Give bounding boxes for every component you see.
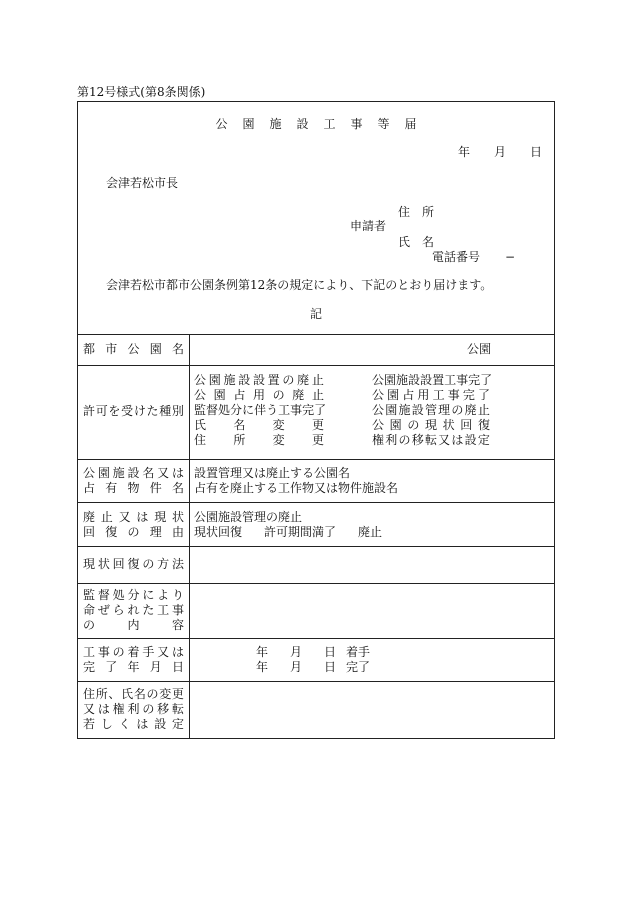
start-line (256, 645, 370, 660)
facility-name-values (194, 466, 398, 496)
option: 許可期間満了 (264, 525, 337, 539)
divider (78, 459, 554, 460)
start-word: 着手 (346, 645, 371, 659)
form-frame (77, 101, 555, 739)
divider (78, 502, 554, 503)
addressee: 会津若松市長 (106, 176, 179, 190)
supervision-label (83, 588, 184, 633)
change-label (83, 687, 184, 732)
divider (78, 638, 554, 639)
start-end-label (83, 645, 184, 675)
form-number-label: 第12号様式(第8条関係) (77, 85, 206, 99)
date-month: 月 (493, 145, 506, 159)
park-name-label (83, 342, 184, 357)
permit-right-column (372, 373, 493, 448)
option: 公 園 占 用 の 廃 止 (194, 388, 324, 402)
option: 公 園 施 設 設 置 工 事 完 了 (372, 373, 493, 387)
body-text: 会津若松市都市公園条例第12条の規定により、下記のとおり届けます。 (106, 278, 493, 292)
label-line: 許 可 を 受 け た 種 別 (83, 404, 184, 418)
option: 廃止 (358, 525, 383, 539)
restore-method-label (83, 557, 184, 572)
start-end-values (256, 645, 370, 675)
reason-label (83, 510, 184, 540)
reason-values (194, 510, 382, 540)
divider (78, 681, 554, 682)
ki-mark: 記 (310, 307, 323, 321)
label-line: の 内 容 (83, 618, 184, 632)
label-line: 回 復 の 理 由 (83, 525, 184, 539)
phone-label: 電話番号 (432, 250, 481, 264)
end-word: 完了 (346, 660, 371, 674)
date-day: 日 (324, 645, 337, 659)
date-year: 年 (256, 660, 269, 674)
date-month: 月 (290, 645, 303, 659)
date-day: 日 (324, 660, 337, 674)
label-line: 住 所 、 氏 名 の 変 更 (83, 687, 184, 701)
form-title: 公園施設工事等届 (215, 117, 432, 131)
facility-name-label (83, 466, 184, 496)
label-line: 廃 止 又 は 現 状 (83, 510, 184, 524)
option: 公 園 施 設 設 置 の 廃 止 (194, 373, 324, 387)
option: 公 園 施 設 管 理 の 廃 止 (372, 403, 490, 417)
value-line: 占有を廃止する工作物又は物件施設名 (194, 481, 399, 495)
divider (78, 546, 554, 547)
label-line: 占 有 物 件 名 (83, 481, 184, 495)
permit-type-options (194, 373, 493, 448)
label-line: 現 状 回 復 の 方 法 (83, 557, 184, 571)
option: 権 利 の 移 転 又 は 設 定 (372, 433, 490, 447)
option: 現状回復 (194, 525, 243, 539)
applicant-label: 申請者 (350, 219, 387, 233)
label-line: 監 督 処 分 に よ り (83, 588, 184, 602)
address-label: 住 所 (398, 205, 435, 219)
permit-left-column (194, 373, 327, 448)
name-label: 氏 名 (398, 235, 435, 249)
date-year: 年 (256, 645, 269, 659)
phone-separator: − (505, 250, 516, 264)
option: 公 園 の 現 状 回 復 (372, 418, 490, 432)
option: 住 所 変 更 (194, 433, 324, 447)
date-day: 日 (529, 145, 542, 159)
date-month: 月 (290, 660, 303, 674)
label-line: 命 ぜ ら れ た 工 事 (83, 603, 184, 617)
date-year: 年 (458, 145, 471, 159)
label-line: 完 了 年 月 日 (83, 660, 184, 674)
divider (78, 334, 554, 335)
option: 公 園 占 用 工 事 完 了 (372, 388, 490, 402)
value-line: 公園施設管理の廃止 (194, 510, 303, 524)
label-line: 都 市 公 園 名 (83, 342, 184, 356)
divider (78, 365, 554, 366)
date-line (458, 145, 542, 159)
option: 監 督 処 分 に 伴 う 工 事 完 了 (194, 403, 327, 417)
label-line: 工 事 の 着 手 又 は (83, 645, 184, 659)
park-name-suffix: 公園 (467, 342, 492, 356)
column-divider (189, 334, 190, 739)
label-line: 若 し く は 設 定 (83, 717, 184, 731)
end-line (256, 660, 370, 675)
divider (78, 583, 554, 584)
permit-type-label (83, 404, 184, 419)
label-line: 公 園 施 設 名 又 は (83, 466, 184, 480)
label-line: 又 は 権 利 の 移 転 (83, 702, 184, 716)
value-line: 設置管理又は廃止する公園名 (194, 466, 351, 480)
option: 氏 名 変 更 (194, 418, 324, 432)
reason-options (194, 525, 382, 540)
